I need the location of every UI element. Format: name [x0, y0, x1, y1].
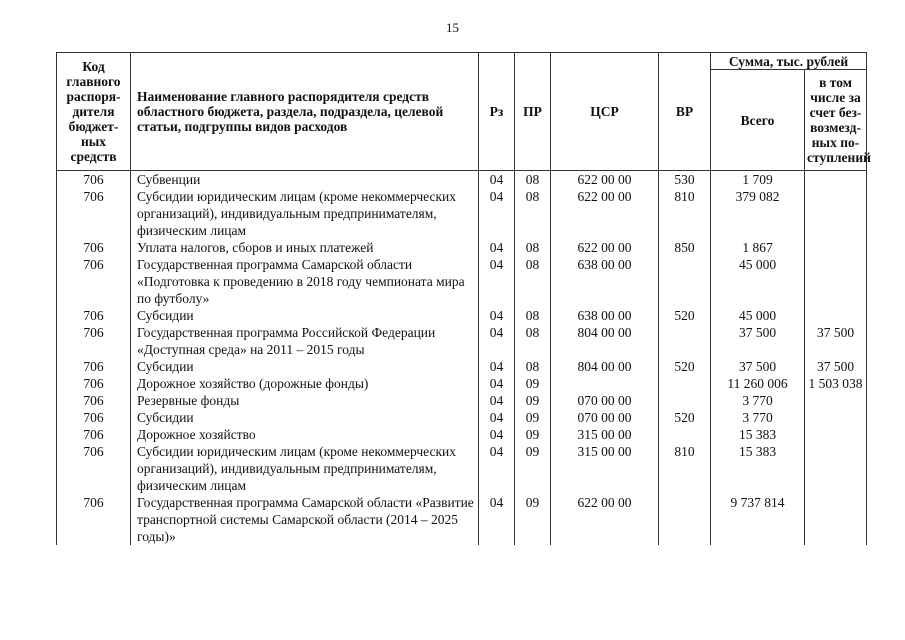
cell-pr: 08 [515, 358, 551, 375]
cell-incl [805, 239, 867, 256]
cell-pr: 08 [515, 239, 551, 256]
cell-incl [805, 392, 867, 409]
cell-incl [805, 171, 867, 189]
table-row [57, 324, 867, 358]
cell-incl [805, 443, 867, 494]
cell-csr [551, 375, 659, 392]
cell-csr: 315 00 00 [551, 443, 659, 494]
cell-csr: 622 00 00 [551, 171, 659, 189]
table-row [57, 494, 867, 545]
cell-name: Субсидии [131, 358, 479, 375]
cell-vr: 520 [659, 358, 711, 375]
cell-incl [805, 409, 867, 426]
header-sum: Сумма, тыс. рублей [711, 53, 867, 70]
cell-name: Дорожное хозяйство [131, 426, 479, 443]
table-row [57, 239, 867, 256]
cell-name: Субсидии юридическим лицам (кроме некоммерческих организаций), индивидуальным предпринимателям, физическим лицам [131, 443, 479, 494]
table-row [57, 256, 867, 307]
cell-pr: 09 [515, 392, 551, 409]
cell-vr [659, 426, 711, 443]
cell-pr: 08 [515, 171, 551, 189]
cell-rz: 04 [479, 375, 515, 392]
cell-code: 706 [57, 307, 131, 324]
table-body [57, 171, 867, 546]
cell-code: 706 [57, 171, 131, 189]
cell-csr: 070 00 00 [551, 392, 659, 409]
cell-csr: 622 00 00 [551, 239, 659, 256]
table-row [57, 426, 867, 443]
cell-total: 379 082 [711, 188, 805, 239]
cell-code: 706 [57, 409, 131, 426]
cell-csr: 638 00 00 [551, 307, 659, 324]
header-code: Код главного распоря-дителя бюджет-ных средств [57, 53, 131, 171]
cell-total: 1 709 [711, 171, 805, 189]
cell-pr: 08 [515, 324, 551, 358]
cell-vr [659, 392, 711, 409]
cell-pr: 09 [515, 494, 551, 545]
cell-rz: 04 [479, 324, 515, 358]
cell-total: 1 867 [711, 239, 805, 256]
cell-vr: 520 [659, 409, 711, 426]
cell-incl: 37 500 [805, 324, 867, 358]
cell-rz: 04 [479, 188, 515, 239]
cell-incl [805, 188, 867, 239]
header-incl: в том числе за счет без-возмезд-ных по-ступлений [805, 70, 867, 171]
cell-total: 45 000 [711, 256, 805, 307]
cell-rz: 04 [479, 239, 515, 256]
cell-name: Субсидии [131, 307, 479, 324]
cell-csr: 804 00 00 [551, 324, 659, 358]
header-vr: ВР [659, 53, 711, 171]
cell-csr: 638 00 00 [551, 256, 659, 307]
cell-rz: 04 [479, 392, 515, 409]
header-pr: ПР [515, 53, 551, 171]
cell-vr [659, 324, 711, 358]
cell-name: Государственная программа Самарской области «Подготовка к проведению в 2018 году чемпионата мира по футболу» [131, 256, 479, 307]
budget-table [56, 52, 871, 545]
cell-incl [805, 426, 867, 443]
cell-total: 11 260 006 [711, 375, 805, 392]
header-row [57, 53, 867, 70]
cell-pr: 09 [515, 443, 551, 494]
cell-total: 9 737 814 [711, 494, 805, 545]
cell-code: 706 [57, 188, 131, 239]
cell-vr: 520 [659, 307, 711, 324]
cell-rz: 04 [479, 358, 515, 375]
cell-rz: 04 [479, 443, 515, 494]
cell-incl [805, 256, 867, 307]
cell-code: 706 [57, 358, 131, 375]
cell-incl [805, 307, 867, 324]
cell-code: 706 [57, 426, 131, 443]
table-row [57, 188, 867, 239]
cell-total: 45 000 [711, 307, 805, 324]
cell-code: 706 [57, 494, 131, 545]
cell-csr: 622 00 00 [551, 494, 659, 545]
page-number: 15 [446, 20, 459, 35]
cell-vr [659, 494, 711, 545]
cell-name: Дорожное хозяйство (дорожные фонды) [131, 375, 479, 392]
cell-name: Государственная программа Российской Федерации «Доступная среда» на 2011 – 2015 годы [131, 324, 479, 358]
cell-total: 37 500 [711, 324, 805, 358]
table-row [57, 375, 867, 392]
cell-csr: 622 00 00 [551, 188, 659, 239]
cell-vr: 810 [659, 443, 711, 494]
cell-pr: 09 [515, 375, 551, 392]
cell-rz: 04 [479, 256, 515, 307]
cell-csr: 070 00 00 [551, 409, 659, 426]
cell-name: Субвенции [131, 171, 479, 189]
table-row [57, 443, 867, 494]
cell-csr: 804 00 00 [551, 358, 659, 375]
header-csr: ЦСР [551, 53, 659, 171]
header-name: Наименование главного распорядителя средств областного бюджета, раздела, подраздела, целевой статьи, подгруппы видов расходов [131, 53, 479, 171]
cell-rz: 04 [479, 494, 515, 545]
cell-total: 15 383 [711, 443, 805, 494]
cell-rz: 04 [479, 426, 515, 443]
cell-pr: 09 [515, 426, 551, 443]
cell-pr: 08 [515, 307, 551, 324]
cell-name: Резервные фонды [131, 392, 479, 409]
cell-code: 706 [57, 239, 131, 256]
cell-code: 706 [57, 392, 131, 409]
cell-rz: 04 [479, 171, 515, 189]
table-row [57, 409, 867, 426]
cell-name: Субсидии юридическим лицам (кроме некоммерческих организаций), индивидуальным предпринимателям, физическим лицам [131, 188, 479, 239]
table-row [57, 358, 867, 375]
cell-vr [659, 375, 711, 392]
cell-code: 706 [57, 375, 131, 392]
cell-incl: 37 500 [805, 358, 867, 375]
cell-incl [805, 494, 867, 545]
cell-csr: 315 00 00 [551, 426, 659, 443]
table-row [57, 392, 867, 409]
cell-incl: 1 503 038 [805, 375, 867, 392]
cell-code: 706 [57, 324, 131, 358]
cell-total: 3 770 [711, 409, 805, 426]
cell-code: 706 [57, 443, 131, 494]
table-row [57, 307, 867, 324]
cell-total: 15 383 [711, 426, 805, 443]
cell-vr: 850 [659, 239, 711, 256]
cell-rz: 04 [479, 409, 515, 426]
cell-name: Уплата налогов, сборов и иных платежей [131, 239, 479, 256]
cell-vr [659, 256, 711, 307]
cell-name: Государственная программа Самарской области «Развитие транспортной системы Самарской области (2014 – 2025 годы)» [131, 494, 479, 545]
cell-vr: 810 [659, 188, 711, 239]
header-total: Всего [711, 70, 805, 171]
cell-total: 37 500 [711, 358, 805, 375]
cell-total: 3 770 [711, 392, 805, 409]
cell-vr: 530 [659, 171, 711, 189]
cell-pr: 08 [515, 188, 551, 239]
cell-name: Субсидии [131, 409, 479, 426]
table-row [57, 171, 867, 189]
cell-pr: 09 [515, 409, 551, 426]
cell-code: 706 [57, 256, 131, 307]
cell-rz: 04 [479, 307, 515, 324]
cell-pr: 08 [515, 256, 551, 307]
header-rz: Рз [479, 53, 515, 171]
